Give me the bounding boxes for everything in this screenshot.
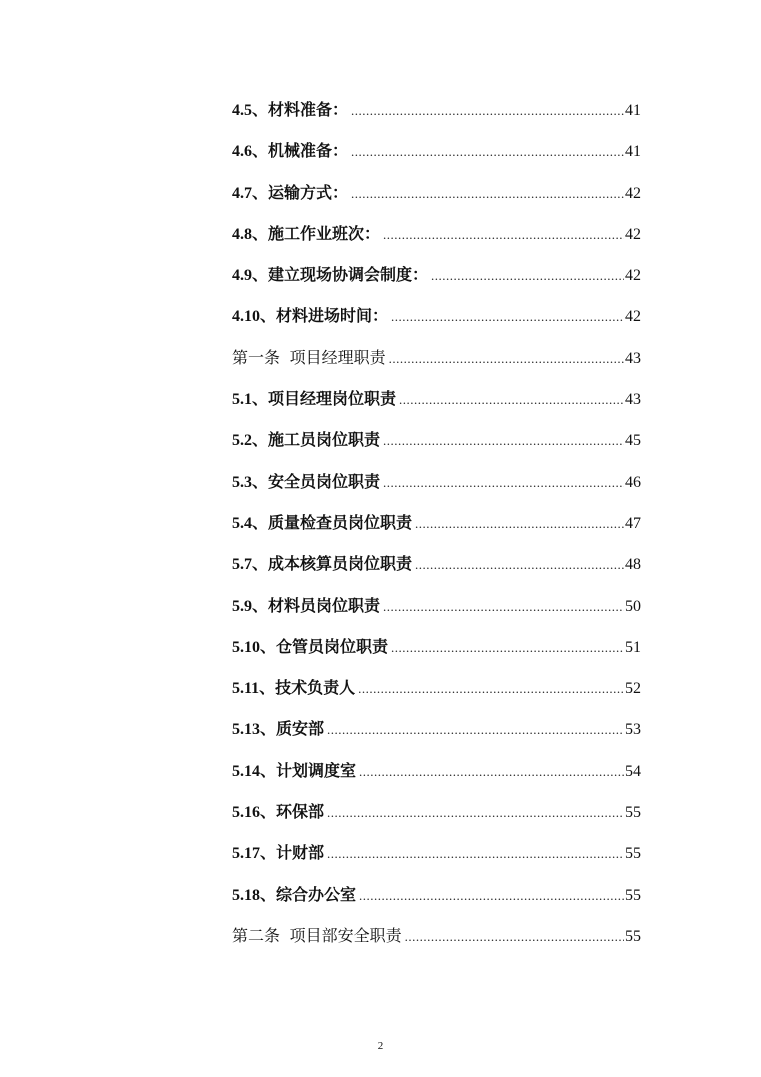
toc-entry-page: 55 bbox=[625, 845, 641, 863]
toc-entry-title: 综合办公室 bbox=[276, 886, 357, 904]
toc-dot-leader bbox=[351, 173, 624, 214]
toc-entry-page: 55 bbox=[625, 886, 641, 904]
toc-entry-number: 5.2、 bbox=[232, 432, 269, 450]
toc-entry[interactable] bbox=[232, 792, 641, 833]
toc-dot-leader bbox=[358, 668, 624, 709]
toc-dot-leader bbox=[327, 792, 624, 833]
toc-dot-leader bbox=[391, 296, 624, 337]
toc-entry-number: 4.8、 bbox=[232, 225, 269, 243]
toc-entry-page: 42 bbox=[625, 308, 641, 326]
toc-entry[interactable] bbox=[232, 751, 641, 792]
page-number: 2 bbox=[377, 1040, 384, 1052]
toc-dot-leader bbox=[415, 503, 624, 544]
toc-entry[interactable] bbox=[232, 586, 641, 627]
toc-entry-page: 45 bbox=[625, 432, 641, 450]
toc-entry-title: 计划调度室 bbox=[276, 762, 357, 780]
toc-entry-page: 53 bbox=[625, 721, 641, 739]
toc-entry-title: 材料准备： bbox=[268, 102, 349, 119]
toc-dot-leader bbox=[405, 916, 624, 957]
toc-dot-leader bbox=[383, 214, 624, 255]
toc-entry-page: 55 bbox=[625, 927, 641, 945]
toc-entry-page: 42 bbox=[625, 267, 641, 285]
toc-entry-number: 5.17、 bbox=[232, 845, 277, 863]
toc-entry-number: 5.14、 bbox=[232, 762, 277, 780]
toc-entry-title: 施工员岗位职责 bbox=[268, 432, 381, 450]
toc-entry-title: 仓管员岗位职责 bbox=[276, 638, 389, 656]
toc-entry[interactable] bbox=[232, 833, 641, 874]
toc-entry[interactable] bbox=[232, 420, 641, 461]
toc-entry-title: 建立现场协调会制度： bbox=[268, 267, 429, 285]
toc-entry[interactable] bbox=[232, 173, 641, 214]
toc-entry[interactable] bbox=[232, 462, 641, 503]
toc-entry-number: 5.11、 bbox=[232, 680, 276, 698]
toc-entry-number: 5.4、 bbox=[232, 514, 269, 532]
toc-dot-leader bbox=[359, 875, 624, 916]
toc-entry-page: 42 bbox=[625, 225, 641, 243]
toc-entry-title: 材料员岗位职责 bbox=[268, 597, 381, 615]
toc-entry-number: 第一条 bbox=[232, 349, 281, 367]
toc-entry-title: 项目经理岗位职责 bbox=[268, 391, 397, 409]
toc-entry[interactable] bbox=[232, 916, 641, 957]
toc-entry-page: 42 bbox=[625, 184, 641, 202]
toc-entry-number: 第二条 bbox=[232, 927, 281, 945]
toc-entry[interactable] bbox=[232, 131, 641, 172]
toc-entry-page: 41 bbox=[625, 143, 641, 161]
toc-entry-number: 5.1、 bbox=[232, 391, 269, 409]
toc-entry-title: 计财部 bbox=[276, 845, 325, 863]
toc-entry-number: 4.6、 bbox=[232, 143, 269, 161]
toc-entry-title: 材料进场时间： bbox=[276, 308, 389, 326]
toc-dot-leader bbox=[359, 751, 624, 792]
toc-entry-page: 47 bbox=[625, 514, 641, 532]
toc-entry-page: 48 bbox=[625, 556, 641, 574]
toc-entry[interactable] bbox=[232, 668, 641, 709]
toc-entry-page: 55 bbox=[625, 804, 641, 822]
toc-dot-leader bbox=[327, 833, 624, 874]
toc-entry-number: 4.9、 bbox=[232, 267, 269, 285]
toc-entry-number: 4.7、 bbox=[232, 184, 269, 202]
toc-dot-leader bbox=[383, 462, 624, 503]
toc-entry-title: 成本核算员岗位职责 bbox=[268, 556, 413, 574]
table-of-contents bbox=[232, 90, 641, 957]
toc-entry-number: 4.5、 bbox=[232, 102, 269, 119]
toc-entry-title: 技术负责人 bbox=[275, 680, 356, 698]
toc-entry[interactable] bbox=[232, 214, 641, 255]
toc-entry-title: 运输方式： bbox=[268, 184, 349, 202]
toc-dot-leader bbox=[383, 420, 624, 461]
toc-entry-number: 5.18、 bbox=[232, 886, 277, 904]
toc-dot-leader bbox=[351, 90, 624, 131]
toc-entry-page: 52 bbox=[625, 680, 641, 698]
toc-entry-page: 43 bbox=[625, 349, 641, 367]
toc-entry[interactable] bbox=[232, 296, 641, 337]
toc-entry[interactable] bbox=[232, 544, 641, 585]
toc-entry[interactable] bbox=[232, 627, 641, 668]
toc-dot-leader bbox=[391, 627, 624, 668]
toc-entry-number: 5.3、 bbox=[232, 473, 269, 491]
toc-entry-title: 机械准备： bbox=[268, 143, 349, 161]
toc-dot-leader bbox=[415, 544, 624, 585]
toc-entry[interactable] bbox=[232, 709, 641, 750]
toc-entry-number: 5.7、 bbox=[232, 556, 269, 574]
toc-dot-leader bbox=[389, 338, 624, 379]
toc-entry-page: 51 bbox=[625, 638, 641, 656]
toc-entry-title: 质安部 bbox=[276, 721, 325, 739]
toc-entry-number: 5.13、 bbox=[232, 721, 277, 739]
toc-entry[interactable] bbox=[232, 255, 641, 296]
toc-entry-number: 5.10、 bbox=[232, 638, 277, 656]
toc-entry-title: 安全员岗位职责 bbox=[268, 473, 381, 491]
toc-entry[interactable] bbox=[232, 503, 641, 544]
toc-dot-leader bbox=[399, 379, 624, 420]
toc-entry[interactable] bbox=[232, 875, 641, 916]
toc-entry-page: 54 bbox=[625, 762, 641, 780]
toc-entry-title: 施工作业班次： bbox=[268, 225, 381, 243]
toc-entry-page: 41 bbox=[625, 102, 641, 119]
toc-entry[interactable] bbox=[232, 338, 641, 379]
toc-entry-title: 项目部安全职责 bbox=[289, 927, 402, 945]
toc-entry-title: 项目经理职责 bbox=[289, 349, 386, 367]
toc-entry[interactable] bbox=[232, 90, 641, 131]
toc-entry-number: 5.16、 bbox=[232, 804, 277, 822]
toc-dot-leader bbox=[351, 131, 624, 172]
toc-dot-leader bbox=[431, 255, 624, 296]
toc-entry-title: 质量检查员岗位职责 bbox=[268, 514, 413, 532]
toc-entry-page: 50 bbox=[625, 597, 641, 615]
toc-entry-page: 46 bbox=[625, 473, 641, 491]
toc-entry-page: 43 bbox=[625, 391, 641, 409]
toc-entry-number: 5.9、 bbox=[232, 597, 269, 615]
toc-entry-number: 4.10、 bbox=[232, 308, 277, 326]
toc-dot-leader bbox=[383, 586, 624, 627]
toc-dot-leader bbox=[327, 709, 624, 750]
toc-entry[interactable] bbox=[232, 379, 641, 420]
toc-entry-title: 环保部 bbox=[276, 804, 325, 822]
